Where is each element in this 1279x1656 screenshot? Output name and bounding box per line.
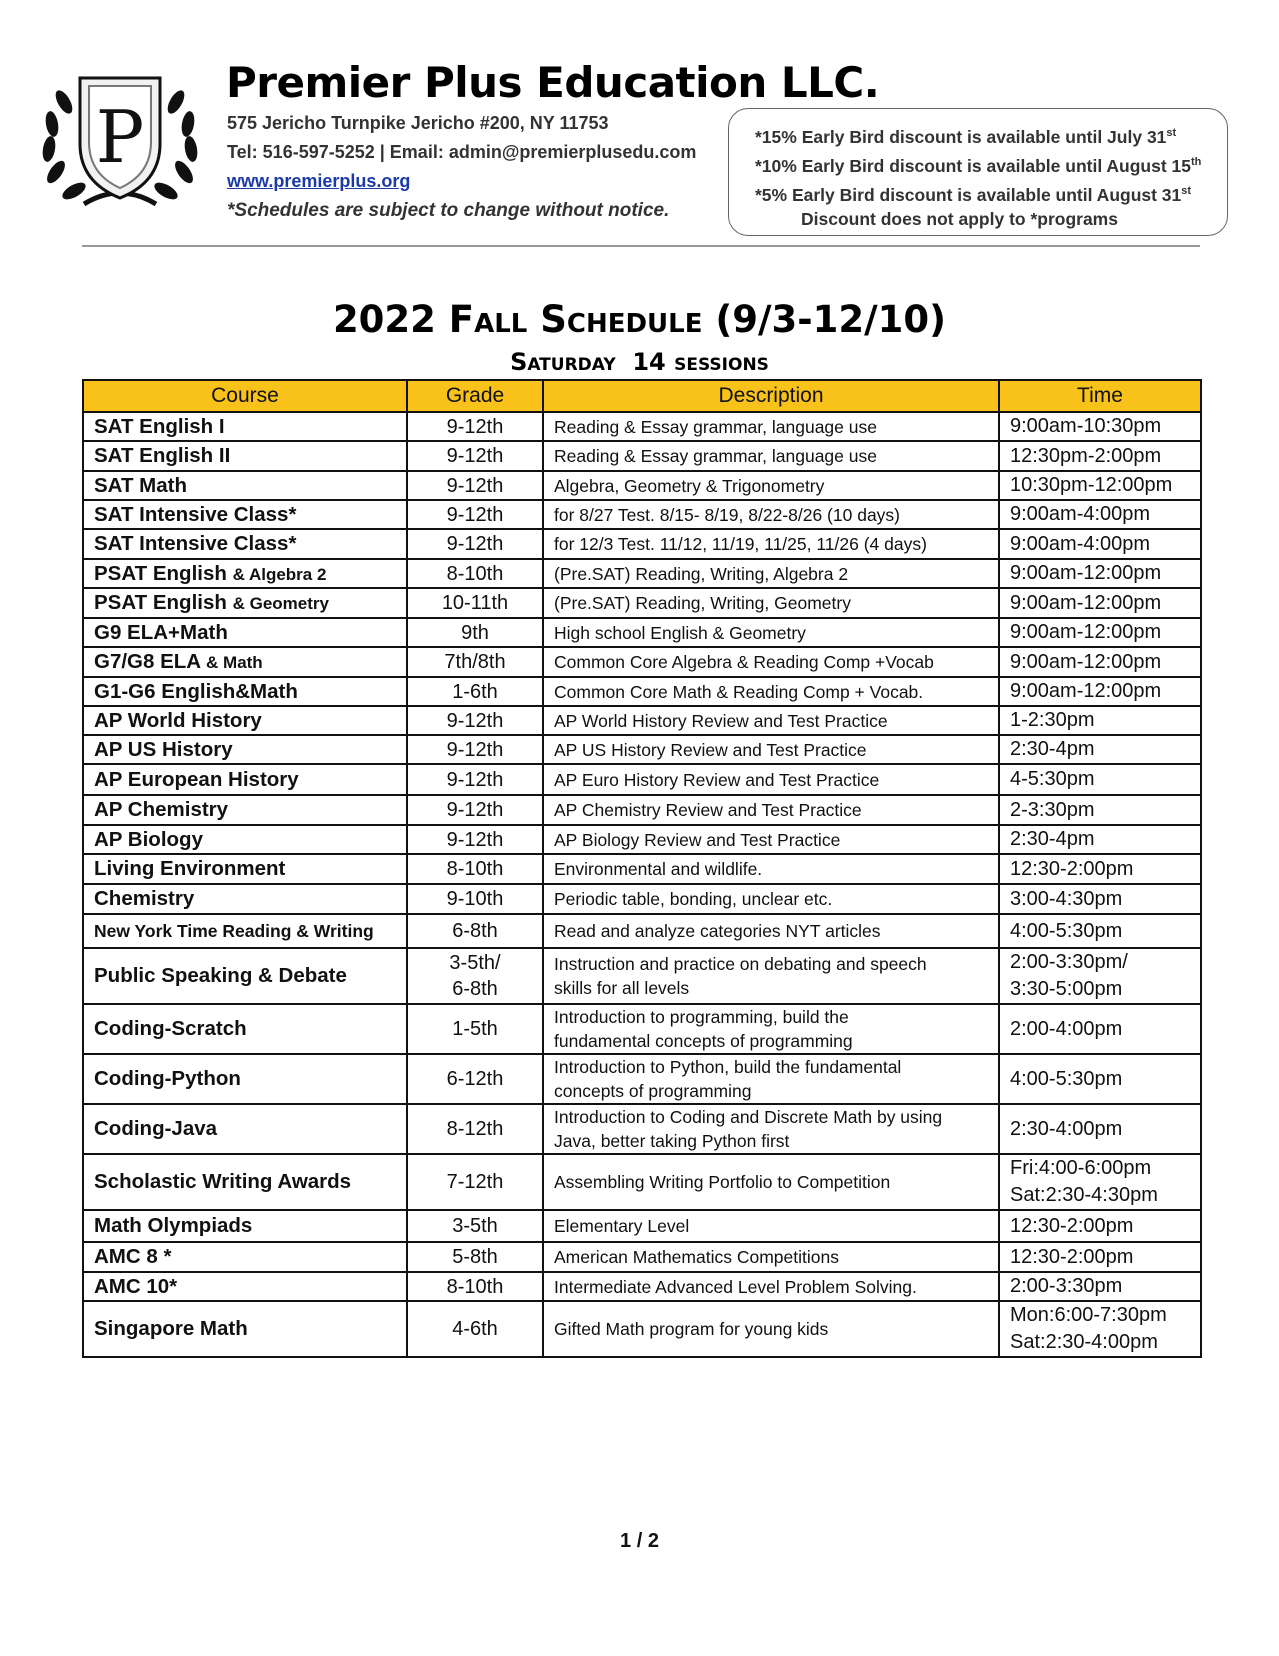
time-cell: 9:00am-12:00pm [999,647,1201,677]
course-cell: Scholastic Writing Awards [83,1154,407,1210]
table-row [83,948,1201,1004]
course-cell: Public Speaking & Debate [83,948,407,1004]
time-cell: 2:30-4pm [999,735,1201,764]
table-row [83,588,1201,618]
description-cell: American Mathematics Competitions [543,1242,999,1272]
course-cell: SAT Intensive Class* [83,500,407,529]
time-cell: 9:00am-12:00pm [999,618,1201,647]
table-row [83,559,1201,588]
table-row [83,471,1201,500]
course-cell: New York Time Reading & Writing [83,914,407,948]
website-link[interactable]: www.premierplus.org [227,171,411,191]
description-cell: for 12/3 Test. 11/12, 11/19, 11/25, 11/26 (4 days) [543,529,999,559]
course-cell: G9 ELA+Math [83,618,407,647]
description-cell: Reading & Essay grammar, language use [543,412,999,441]
time-cell: 2:00-4:00pm [999,1004,1201,1054]
grade-cell: 9-12th [407,795,543,825]
description-cell: (Pre.SAT) Reading, Writing, Algebra 2 [543,559,999,588]
company-address: 575 Jericho Turnpike Jericho #200, NY 11753 [227,113,609,133]
description-cell: Algebra, Geometry & Trigonometry [543,471,999,500]
schedule-title: 2022 Fall Schedule (9/3-12/10) [332,298,947,341]
table-row [83,1004,1201,1054]
company-logo [34,64,206,214]
time-cell: 9:00am-12:00pm [999,559,1201,588]
description-cell: AP Biology Review and Test Practice [543,825,999,854]
description-cell: Assembling Writing Portfolio to Competition [543,1154,999,1210]
description-cell: Instruction and practice on debating and speech skills for all levels [543,948,999,1004]
table-row [83,1154,1201,1210]
course-cell: Living Environment [83,854,407,884]
column-header-course: Course [83,380,407,412]
table-row [83,735,1201,764]
schedule-subtitle: Saturday 14 sessions [510,348,769,376]
discount-box [728,108,1228,236]
company-name: Premier Plus Education LLC. [226,58,880,107]
grade-cell: 9-12th [407,706,543,735]
course-cell: AP European History [83,764,407,795]
table-row [83,647,1201,677]
table-row [83,412,1201,441]
time-cell: Mon:6:00-7:30pm Sat:2:30-4:00pm [999,1301,1201,1357]
grade-cell: 3-5th [407,1210,543,1242]
description-cell: Read and analyze categories NYT articles [543,914,999,948]
course-cell: Coding-Python [83,1054,407,1104]
column-header-grade: Grade [407,380,543,412]
page-indicator: 1 / 2 [620,1530,659,1552]
grade-cell: 9-12th [407,441,543,471]
description-cell: AP US History Review and Test Practice [543,735,999,764]
description-cell: AP Euro History Review and Test Practice [543,764,999,795]
grade-cell: 8-10th [407,854,543,884]
course-cell: SAT Intensive Class* [83,529,407,559]
description-cell: Reading & Essay grammar, language use [543,441,999,471]
time-cell: 12:30-2:00pm [999,854,1201,884]
description-cell: Elementary Level [543,1210,999,1242]
grade-cell: 9-12th [407,735,543,764]
time-cell: 2-3:30pm [999,795,1201,825]
course-cell: AP World History [83,706,407,735]
time-cell: 4:00-5:30pm [999,1054,1201,1104]
course-cell: AP Biology [83,825,407,854]
header-divider [82,245,1200,247]
time-cell: 2:00-3:30pm [999,1272,1201,1301]
discount-line: *10% Early Bird discount is available until August 15th [755,155,1202,176]
logo-letter: P [95,95,145,179]
course-cell: SAT Math [83,471,407,500]
time-cell: 4:00-5:30pm [999,914,1201,948]
grade-cell: 6-12th [407,1054,543,1104]
description-cell: (Pre.SAT) Reading, Writing, Geometry [543,588,999,618]
table-row [83,677,1201,706]
description-cell: Introduction to Coding and Discrete Math by using Java, better taking Python first [543,1104,999,1154]
description-cell: Environmental and wildlife. [543,854,999,884]
schedule-notice: *Schedules are subject to change without notice. [227,200,670,221]
column-header-description: Description [543,380,999,412]
course-cell: SAT English II [83,441,407,471]
time-cell: 9:00am-12:00pm [999,588,1201,618]
table-row [83,764,1201,795]
grade-cell: 3-5th/ 6-8th [407,948,543,1004]
time-cell: 2:00-3:30pm/ 3:30-5:00pm [999,948,1201,1004]
time-cell: 2:30-4:00pm [999,1104,1201,1154]
table-row [83,884,1201,914]
schedule-table [82,379,1202,1358]
course-cell: Math Olympiads [83,1210,407,1242]
table-row [83,825,1201,854]
discount-exclusion: Discount does not apply to *programs [801,209,1118,230]
course-cell: AMC 10* [83,1272,407,1301]
course-cell: SAT English I [83,412,407,441]
grade-cell: 6-8th [407,914,543,948]
time-cell: 1-2:30pm [999,706,1201,735]
time-cell: 12:30-2:00pm [999,1242,1201,1272]
description-cell: AP Chemistry Review and Test Practice [543,795,999,825]
time-cell: Fri:4:00-6:00pm Sat:2:30-4:30pm [999,1154,1201,1210]
column-header-time: Time [999,380,1201,412]
table-row [83,914,1201,948]
course-cell: PSAT English & Geometry [83,588,407,618]
grade-cell: 9-12th [407,412,543,441]
table-row [83,795,1201,825]
table-row [83,854,1201,884]
description-cell: Gifted Math program for young kids [543,1301,999,1357]
description-cell: Introduction to Python, build the fundamental concepts of programming [543,1054,999,1104]
grade-cell: 7th/8th [407,647,543,677]
course-cell: Chemistry [83,884,407,914]
time-cell: 3:00-4:30pm [999,884,1201,914]
time-cell: 9:00am-12:00pm [999,677,1201,706]
description-cell: Introduction to programming, build the fundamental concepts of programming [543,1004,999,1054]
grade-cell: 8-10th [407,559,543,588]
grade-cell: 9-12th [407,471,543,500]
time-cell: 9:00am-10:30pm [999,412,1201,441]
grade-cell: 4-6th [407,1301,543,1357]
grade-cell: 7-12th [407,1154,543,1210]
description-cell: Intermediate Advanced Level Problem Solving. [543,1272,999,1301]
table-row [83,1242,1201,1272]
time-cell: 10:30pm-12:00pm [999,471,1201,500]
course-cell: G1-G6 English&Math [83,677,407,706]
description-cell: High school English & Geometry [543,618,999,647]
grade-cell: 9-10th [407,884,543,914]
table-row [83,529,1201,559]
course-cell: PSAT English & Algebra 2 [83,559,407,588]
course-cell: AP Chemistry [83,795,407,825]
table-header-row [83,380,1201,412]
description-cell: Common Core Math & Reading Comp + Vocab. [543,677,999,706]
table-row [83,1272,1201,1301]
table-row [83,1210,1201,1242]
course-cell: AMC 8 * [83,1242,407,1272]
table-row [83,441,1201,471]
table-row [83,706,1201,735]
table-row [83,1301,1201,1357]
course-cell: Coding-Scratch [83,1004,407,1054]
course-cell: AP US History [83,735,407,764]
time-cell: 12:30pm-2:00pm [999,441,1201,471]
grade-cell: 9-12th [407,825,543,854]
grade-cell: 8-10th [407,1272,543,1301]
grade-cell: 9th [407,618,543,647]
table-row [83,1054,1201,1104]
time-cell: 9:00am-4:00pm [999,529,1201,559]
table-row [83,1104,1201,1154]
discount-line: *5% Early Bird discount is available until August 31st [755,184,1192,205]
company-contact: Tel: 516-597-5252 | Email: admin@premierplusedu.com [227,142,697,162]
time-cell: 12:30-2:00pm [999,1210,1201,1242]
grade-cell: 8-12th [407,1104,543,1154]
grade-cell: 9-12th [407,529,543,559]
course-cell: Coding-Java [83,1104,407,1154]
discount-line: *15% Early Bird discount is available until July 31st [755,126,1177,147]
description-cell: for 8/27 Test. 8/15- 8/19, 8/22-8/26 (10 days) [543,500,999,529]
grade-cell: 1-5th [407,1004,543,1054]
grade-cell: 9-12th [407,500,543,529]
description-cell: AP World History Review and Test Practice [543,706,999,735]
course-cell: Singapore Math [83,1301,407,1357]
time-cell: 4-5:30pm [999,764,1201,795]
description-cell: Periodic table, bonding, unclear etc. [543,884,999,914]
grade-cell: 5-8th [407,1242,543,1272]
course-cell: G7/G8 ELA & Math [83,647,407,677]
table-row [83,500,1201,529]
time-cell: 9:00am-4:00pm [999,500,1201,529]
grade-cell: 10-11th [407,588,543,618]
description-cell: Common Core Algebra & Reading Comp +Vocab [543,647,999,677]
grade-cell: 1-6th [407,677,543,706]
grade-cell: 9-12th [407,764,543,795]
time-cell: 2:30-4pm [999,825,1201,854]
table-row [83,618,1201,647]
